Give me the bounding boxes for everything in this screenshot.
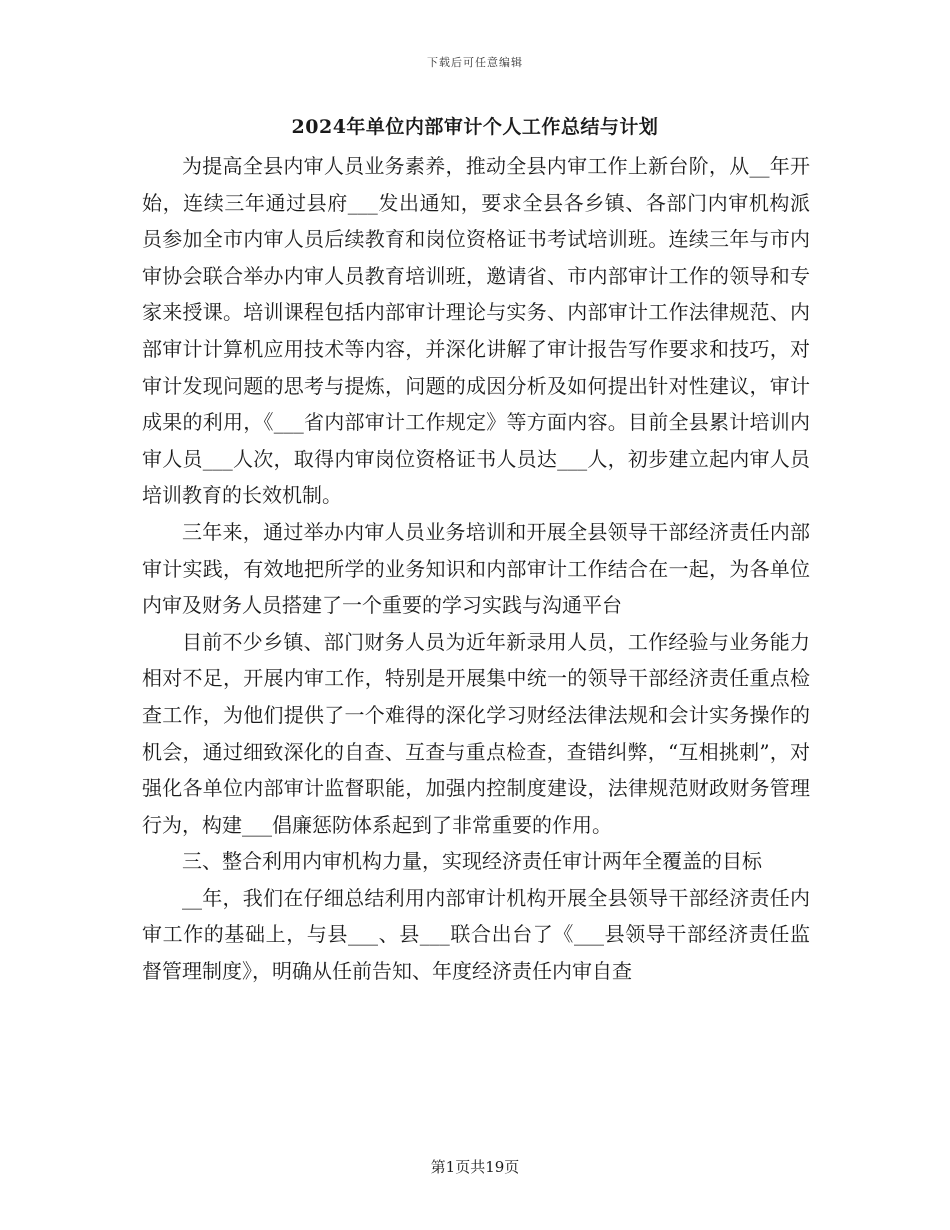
section-heading: 三、整合利用内审机构力量，实现经济责任审计两年全覆盖的目标 xyxy=(182,849,762,874)
document-title: 2024年单位内部审计个人工作总结与计划 xyxy=(291,116,659,138)
document-body xyxy=(142,148,810,990)
paragraph: __年，我们在仔细总结利用内部审计机构开展全县领导干部经济责任内审工作的基础上，与县___、县___联合出台了《___县领导干部经济责任监督管理制度》，明确从任前告知、年度经济责任内审自查 xyxy=(142,885,810,984)
paragraph: 三年来，通过举办内审人员业务培训和开展全县领导干部经济责任内部审计实践，有效地把所学的业务知识和内部审计工作结合在一起，为各单位内审及财务人员搭建了一个重要的学习实践与沟通平台 xyxy=(142,519,810,618)
paragraph: 为提高全县内审人员业务素养，推动全县内审工作上新台阶，从__年开始，连续三年通过县府___发出通知，要求全县各乡镇、各部门内审机构派员参加全市内审人员后续教育和岗位资格证书考试培训班。连续三年与市内审协会联合举办内审人员教育培训班，邀请省、市内部审计工作的领导和专家来授课。培训课程包括内部审计理论与实务、内部审计工作法律规范、内部审计计算机应用技术等内容，并深化讲解了审计报告写作要求和技巧，对审计发现问题的思考与提炼，问题的成因分析及如何提出针对性建议，审计成果的利用，《___省内部审计工作规定》等方面内容。目前全县累计培训内审人员___人次，取得内审岗位资格证书人员达___人，初步建立起内审人员培训教育的长效机制。 xyxy=(142,154,810,508)
page-number: 第1页共19页 xyxy=(430,1158,520,1176)
paragraph: 目前不少乡镇、部门财务人员为近年新录用人员，工作经验与业务能力相对不足，开展内审工作，特别是开展集中统一的领导干部经济责任重点检查工作，为他们提供了一个难得的深化学习财经法律法规和会计实务操作的机会，通过细致深化的自查、互查与重点检查，查错纠弊，“互相挑刺”，对强化各单位内部审计监督职能，加强内控制度建设，法律规范财政财务管理行为，构建___倡廉惩防体系起到了非常重要的作用。 xyxy=(142,629,810,837)
header-note: 下载后可任意编辑 xyxy=(427,56,523,69)
